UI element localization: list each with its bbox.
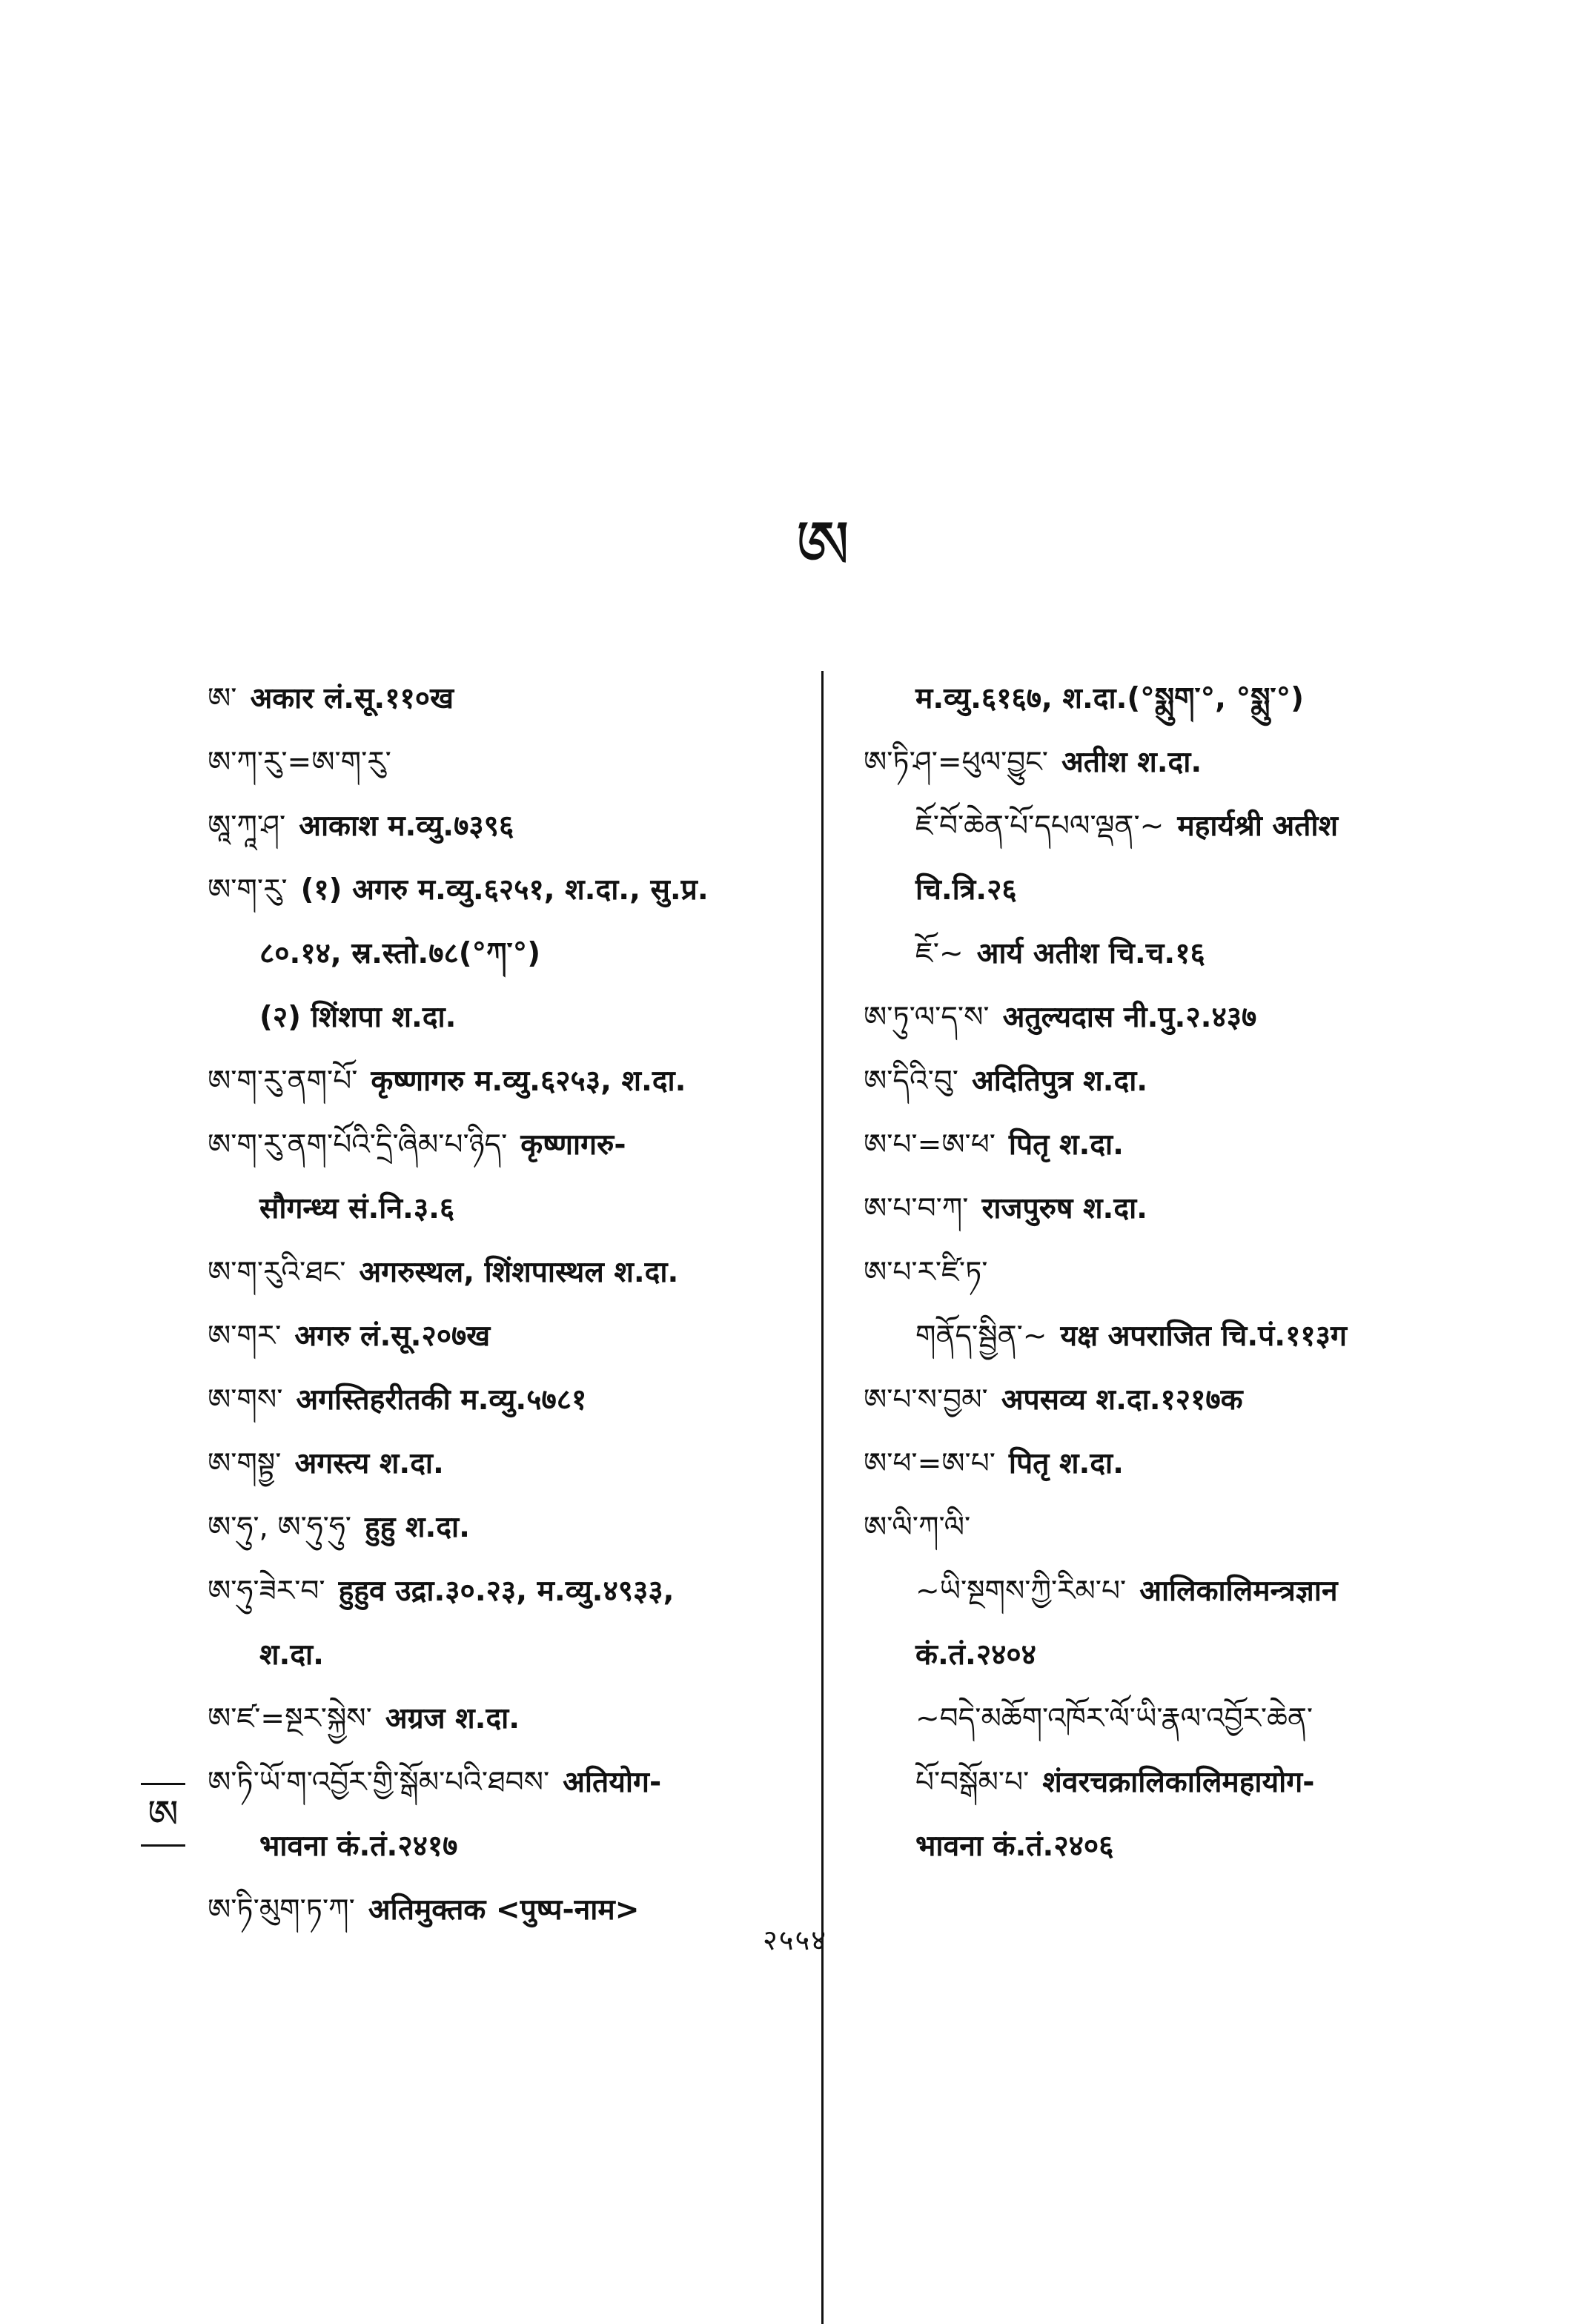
sanskrit-gloss: महार्यश्री अतीश bbox=[1177, 810, 1339, 843]
tibetan-headword: ~བདེ་མཆོག་འཁོར་ལོ་ཡི་རྣལ་འབྱོར་ཆེན་ bbox=[915, 1702, 1314, 1735]
entry-line bbox=[208, 795, 801, 858]
entry-line bbox=[208, 1687, 801, 1751]
tibetan-headword: ཨ་ག་རུའི་ཐང་ bbox=[208, 1256, 346, 1289]
entry-line bbox=[208, 1368, 801, 1432]
entry-line bbox=[208, 731, 801, 795]
tibetan-headword: ཨ་པ་ར་ཛི་ཏ་ bbox=[864, 1256, 988, 1289]
tibetan-headword: པོ་བསྒོམ་པ་ bbox=[915, 1766, 1030, 1799]
tibetan-headword: ཇོ་བོ་ཆེན་པོ་དཔལ་ལྡན་~ bbox=[915, 810, 1165, 843]
entry-line bbox=[864, 731, 1442, 795]
sanskrit-gloss: ८०.१४, स्र.स्तो.७८(°ཀ་°) bbox=[259, 937, 541, 970]
sanskrit-gloss: चि.त्रि.२६ bbox=[915, 873, 1017, 907]
entry-line bbox=[864, 986, 1442, 1050]
sanskrit-gloss: अतीश श.दा. bbox=[1061, 746, 1202, 779]
sanskrit-gloss: अतियोग- bbox=[563, 1766, 662, 1799]
tibetan-headword: ཨ་ཧུ་ཟེར་བ་ bbox=[208, 1575, 325, 1608]
entry-line bbox=[864, 1751, 1442, 1815]
entry-line bbox=[864, 1305, 1442, 1368]
tibetan-headword: ཨ་དིའི་བུ་ bbox=[864, 1065, 958, 1098]
tibetan-headword: གནོད་སྦྱིན་~ bbox=[915, 1320, 1047, 1353]
sanskrit-gloss: अगरुस्थल, शिंशपास्थल श.दा. bbox=[359, 1256, 679, 1289]
entry-line bbox=[864, 922, 1442, 986]
entry-line bbox=[864, 667, 1442, 731]
entry-line bbox=[208, 1751, 801, 1815]
tibetan-headword: ཇོ་~ bbox=[915, 937, 964, 970]
sanskrit-gloss: पितृ श.दा. bbox=[1008, 1447, 1124, 1480]
entry-line bbox=[208, 1305, 801, 1368]
tibetan-headword: ཨ་གས་ bbox=[208, 1383, 283, 1417]
tibetan-headword: ཨ་ཧུ་, ཨ་ཧུ་ཧུ་ bbox=[208, 1511, 351, 1544]
tibetan-headword: ཨ་ཀ་རུ་=ཨ་ག་རུ་ bbox=[208, 746, 391, 779]
entry-line bbox=[208, 1113, 801, 1177]
entry-line bbox=[864, 1113, 1442, 1177]
sanskrit-gloss: कृष्णागरु- bbox=[520, 1128, 626, 1162]
tibetan-headword: ཨ་ག་རུ་ bbox=[208, 873, 288, 907]
entry-line bbox=[864, 1623, 1442, 1687]
sanskrit-gloss: भावना कं.तं.२४१७ bbox=[259, 1830, 458, 1863]
entry-line bbox=[864, 1496, 1442, 1560]
entry-line bbox=[208, 1496, 801, 1560]
sanskrit-gloss: अकार लं.सू.११०ख bbox=[250, 682, 454, 715]
sanskrit-gloss: आर्य अतीश चि.च.१६ bbox=[976, 937, 1205, 970]
sanskrit-gloss: यक्ष अपराजित चि.पं.११३ग bbox=[1060, 1320, 1347, 1353]
tibetan-headword: ཨ་ཏི་ཤ་=ཕུལ་བྱུང་ bbox=[864, 746, 1048, 779]
sanskrit-gloss: अतिमुक्तक <पुष्प-नाम> bbox=[368, 1893, 640, 1927]
tibetan-headword: ཨ་གསྟྱ་ bbox=[208, 1447, 282, 1480]
section-heading: ཨ bbox=[795, 506, 850, 585]
margin-mark: ཨ bbox=[141, 1783, 185, 1847]
entry-line bbox=[864, 1815, 1442, 1878]
sanskrit-gloss: अदितिपुत्र श.दा. bbox=[971, 1065, 1148, 1098]
entry-line bbox=[208, 1050, 801, 1113]
tibetan-headword: ཨ་ཏི་ཡོ་ག་འབྱོར་གྱི་སྒོམ་པའི་ཐབས་ bbox=[208, 1766, 550, 1799]
tibetan-headword: ཨ་ག་རུ་ནག་པོ་ bbox=[208, 1065, 358, 1098]
tibetan-headword: ཨ་ཕ་=ཨ་པ་ bbox=[864, 1447, 996, 1480]
entry-line bbox=[208, 858, 801, 922]
entry-line bbox=[208, 1432, 801, 1496]
sanskrit-gloss: कृष्णागरु म.व्यु.६२५३, श.दा. bbox=[371, 1065, 686, 1098]
sanskrit-gloss: म.व्यु.६१६७, श.दा.(°སྨུག་°, °སྨུ་°) bbox=[915, 682, 1304, 715]
tibetan-headword: ~ཡི་སྔགས་ཀྱི་རིམ་པ་ bbox=[915, 1575, 1127, 1608]
entry-line bbox=[864, 1241, 1442, 1305]
sanskrit-gloss: पितृ श.दा. bbox=[1008, 1128, 1124, 1162]
sanskrit-gloss: सौगन्ध्य सं.नि.३.६ bbox=[259, 1192, 455, 1225]
sanskrit-gloss: (१) अगरु म.व्यु.६२५१, श.दा., सु.प्र. bbox=[300, 873, 709, 907]
sanskrit-gloss: अतुल्यदास नी.पु.२.४३७ bbox=[1002, 1001, 1257, 1034]
entry-line bbox=[208, 986, 801, 1050]
tibetan-headword: ཨ་པ་བ་ཀ་ bbox=[864, 1192, 969, 1225]
tibetan-headword: ཨ་ཛ་=སྔར་སྐྱེས་ bbox=[208, 1702, 372, 1735]
left-column bbox=[208, 667, 801, 1942]
right-column bbox=[864, 667, 1442, 1878]
entry-line bbox=[864, 795, 1442, 858]
sanskrit-gloss: कं.तं.२४०४ bbox=[915, 1638, 1036, 1672]
sanskrit-gloss: आकाश म.व्यु.७३९६ bbox=[299, 810, 514, 843]
sanskrit-gloss: आलिकालिमन्त्रज्ञान bbox=[1139, 1575, 1338, 1608]
entry-line bbox=[864, 1368, 1442, 1432]
sanskrit-gloss: (२) शिंशपा श.दा. bbox=[259, 1001, 457, 1034]
tibetan-headword: ཨཱ་ཀཱ་ཤ་ bbox=[208, 810, 286, 843]
entry-line bbox=[208, 1177, 801, 1241]
sanskrit-gloss: भावना कं.तं.२४०६ bbox=[915, 1830, 1114, 1863]
sanskrit-gloss: अगरु लं.सू.२०७ख bbox=[294, 1320, 491, 1353]
sanskrit-gloss: राजपुरुष श.दा. bbox=[981, 1192, 1147, 1225]
sanskrit-gloss: श.दा. bbox=[259, 1638, 324, 1672]
tibetan-headword: ཨ་ཏུ་ལ་ད་ས་ bbox=[864, 1001, 990, 1034]
tibetan-headword: ཨ་ bbox=[208, 682, 237, 715]
tibetan-headword: ཨ་པ་=ཨ་ཕ་ bbox=[864, 1128, 996, 1162]
entry-line bbox=[864, 858, 1442, 922]
entry-line bbox=[864, 1560, 1442, 1623]
entry-line bbox=[864, 1432, 1442, 1496]
tibetan-headword: ཨ་པ་ས་བྱམ་ bbox=[864, 1383, 988, 1417]
entry-line bbox=[208, 1815, 801, 1878]
sanskrit-gloss: अपसव्य श.दा.१२१७क bbox=[1001, 1383, 1243, 1417]
entry-line bbox=[208, 1623, 801, 1687]
tibetan-headword: ཨ་ཏི་མུག་ཏ་ཀ་ bbox=[208, 1893, 355, 1927]
page-number: २५५४ bbox=[762, 1924, 828, 1956]
sanskrit-gloss: शंवरचक्रालिकालिमहायोग- bbox=[1042, 1766, 1315, 1799]
sanskrit-gloss: अगस्तिहरीतकी म.व्यु.५७८१ bbox=[296, 1383, 587, 1417]
tibetan-headword: ཨ་ག་རུ་ནག་པོའི་དྲི་ཞིམ་པ་ཉིད་ bbox=[208, 1128, 508, 1162]
sanskrit-gloss: हुहुव उद्रा.३०.२३, म.व्यु.४९३३, bbox=[338, 1575, 675, 1608]
entry-line bbox=[208, 1241, 801, 1305]
sanskrit-gloss: अगस्त्य श.दा. bbox=[294, 1447, 444, 1480]
tibetan-headword: ཨ་གར་ bbox=[208, 1320, 282, 1353]
entry-line bbox=[208, 667, 801, 731]
tibetan-headword: ཨ་ལི་ཀ་ལི་ bbox=[864, 1511, 971, 1544]
sanskrit-gloss: अग्रज श.दा. bbox=[385, 1702, 520, 1735]
entry-line bbox=[864, 1050, 1442, 1113]
entry-line bbox=[864, 1687, 1442, 1751]
column-divider bbox=[821, 671, 824, 2324]
entry-line bbox=[864, 1177, 1442, 1241]
sanskrit-gloss: हुहु श.दा. bbox=[364, 1511, 470, 1544]
entry-line bbox=[208, 922, 801, 986]
entry-line bbox=[208, 1560, 801, 1623]
